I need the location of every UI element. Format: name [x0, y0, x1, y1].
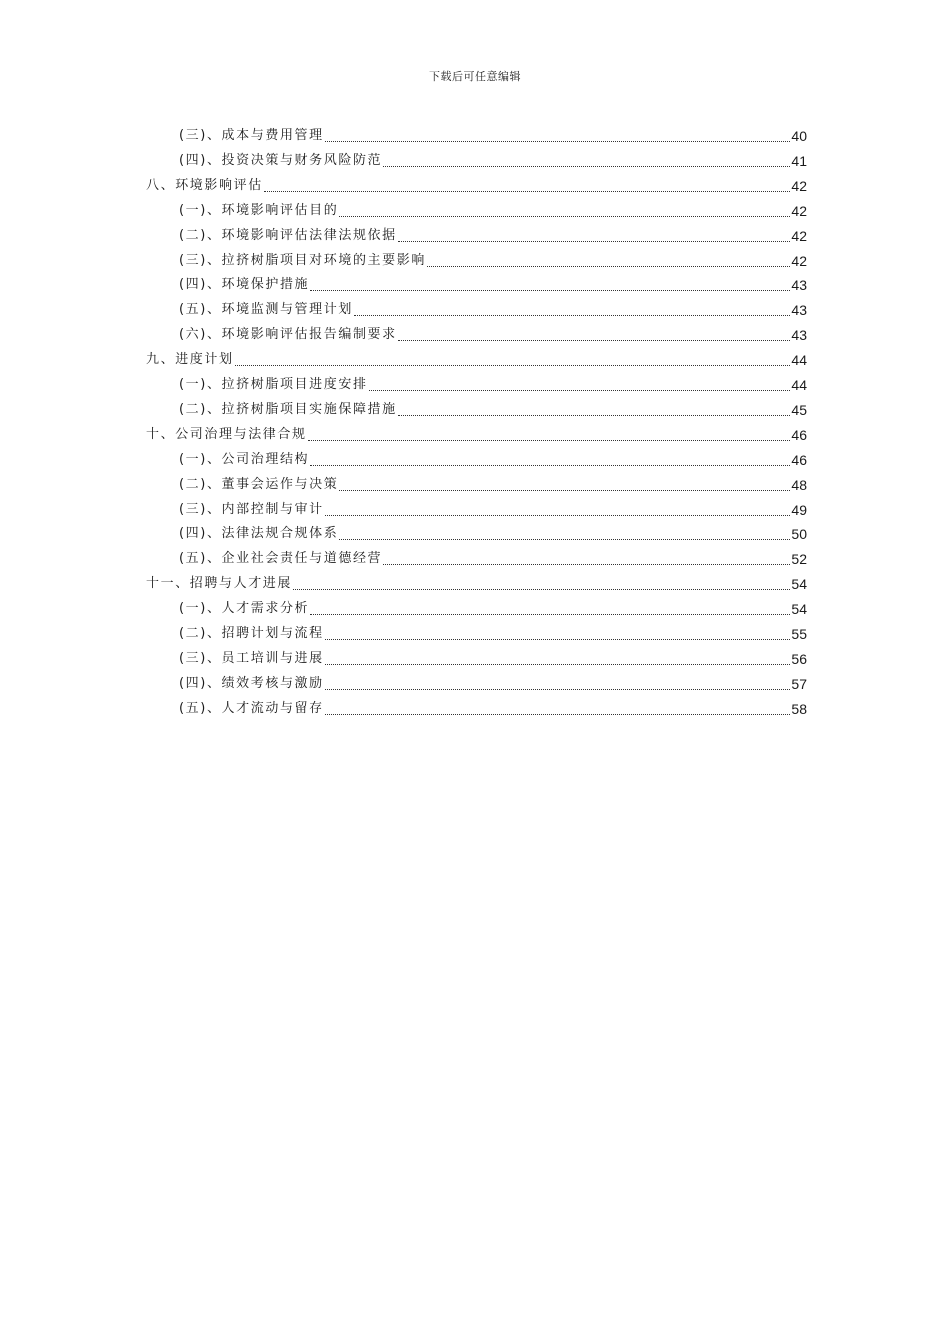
- toc-dot-leader: [339, 523, 790, 545]
- toc-dot-leader: [325, 499, 791, 521]
- toc-page-number: 43: [791, 277, 807, 294]
- toc-dot-leader: [325, 623, 791, 645]
- toc-section-entry[interactable]: [179, 598, 807, 620]
- toc-chapter-entry[interactable]: [146, 424, 807, 446]
- toc-section-entry[interactable]: [179, 623, 807, 645]
- toc-page-number: 43: [791, 327, 807, 344]
- toc-page-number: 44: [791, 352, 807, 369]
- toc-section-entry[interactable]: [179, 274, 807, 296]
- toc-dot-leader: [293, 573, 790, 595]
- toc-entry-title: (五)、企业社会责任与道德经营: [179, 551, 383, 567]
- toc-chapter-entry[interactable]: [146, 175, 807, 197]
- toc-entry-title: (五)、环境监测与管理计划: [179, 302, 353, 318]
- toc-dot-leader: [383, 150, 790, 172]
- toc-entry-title: (二)、拉挤树脂项目实施保障措施: [179, 401, 397, 417]
- toc-entry-title: 十一、招聘与人才进展: [146, 576, 293, 592]
- toc-dot-leader: [325, 125, 791, 147]
- toc-page-number: 49: [791, 501, 807, 518]
- toc-page-number: 41: [791, 152, 807, 169]
- toc-section-entry[interactable]: [179, 125, 807, 147]
- toc-entry-title: (二)、环境影响评估法律法规依据: [179, 227, 397, 243]
- toc-chapter-entry[interactable]: [146, 573, 807, 595]
- toc-section-entry[interactable]: [179, 225, 807, 247]
- toc-entry-title: (二)、董事会运作与决策: [179, 476, 339, 492]
- toc-entry-title: 八、环境影响评估: [146, 177, 263, 193]
- toc-section-entry[interactable]: [179, 523, 807, 545]
- toc-dot-leader: [310, 274, 790, 296]
- toc-dot-leader: [398, 399, 791, 421]
- toc-section-entry[interactable]: [179, 399, 807, 421]
- toc-entry-title: (一)、公司治理结构: [179, 451, 310, 467]
- toc-section-entry[interactable]: [179, 648, 807, 670]
- toc-page-number: 44: [791, 377, 807, 393]
- toc-entry-title: (二)、招聘计划与流程: [179, 626, 324, 641]
- toc-page-number: 42: [791, 252, 807, 269]
- toc-page-number: 40: [791, 128, 807, 144]
- toc-page-number: 50: [791, 526, 807, 543]
- toc-dot-leader: [264, 175, 791, 197]
- toc-entry-title: (一)、拉挤树脂项目进度安排: [179, 377, 368, 392]
- toc-section-entry[interactable]: [179, 474, 807, 496]
- toc-page-number: 57: [791, 675, 807, 692]
- toc-section-entry[interactable]: [179, 200, 807, 222]
- toc-dot-leader: [369, 374, 791, 396]
- toc-section-entry[interactable]: [179, 299, 807, 321]
- toc-dot-leader: [325, 698, 791, 720]
- toc-page-number: 42: [791, 177, 807, 194]
- toc-page-number: 46: [791, 426, 807, 443]
- toc-dot-leader: [339, 474, 790, 496]
- toc-section-entry[interactable]: [179, 499, 807, 521]
- toc-page-number: 42: [791, 202, 807, 219]
- toc-entry-title: (四)、法律法规合规体系: [179, 526, 339, 542]
- toc-section-entry[interactable]: [179, 250, 807, 272]
- toc-dot-leader: [398, 225, 791, 247]
- toc-entry-title: (一)、环境影响评估目的: [179, 202, 339, 218]
- toc-section-entry[interactable]: [179, 673, 807, 695]
- toc-dot-leader: [310, 449, 790, 471]
- toc-section-entry[interactable]: [179, 150, 807, 172]
- toc-page-number: 54: [791, 601, 807, 618]
- toc-entry-title: (三)、内部控制与审计: [179, 501, 324, 517]
- page-header: 下载后可任意编辑: [429, 70, 521, 83]
- toc-entry-title: (五)、人才流动与留存: [179, 700, 324, 716]
- toc-dot-leader: [339, 200, 790, 222]
- toc-dot-leader: [235, 349, 791, 371]
- toc-entry-title: (四)、绩效考核与激励: [179, 675, 324, 691]
- toc-section-entry[interactable]: [179, 449, 807, 471]
- toc-page-number: 54: [791, 576, 807, 593]
- toc-dot-leader: [308, 424, 791, 446]
- toc-page-number: 48: [791, 476, 807, 493]
- toc-page-number: 56: [791, 650, 807, 667]
- toc-dot-leader: [427, 250, 790, 272]
- toc-entry-title: 九、进度计划: [146, 352, 234, 368]
- toc-dot-leader: [325, 648, 791, 670]
- toc-entry-title: (三)、成本与费用管理: [179, 128, 324, 143]
- toc-section-entry[interactable]: [179, 374, 807, 396]
- toc-page-number: 55: [791, 626, 807, 642]
- toc-dot-leader: [354, 299, 790, 321]
- toc-page-number: 58: [791, 700, 807, 717]
- toc-page-number: 42: [791, 227, 807, 244]
- toc-section-entry[interactable]: [179, 324, 807, 346]
- toc-entry-title: (四)、环境保护措施: [179, 277, 310, 293]
- toc-dot-leader: [398, 324, 791, 346]
- toc-chapter-entry[interactable]: [146, 349, 807, 371]
- toc-page-number: 43: [791, 302, 807, 319]
- toc-entry-title: 十、公司治理与法律合规: [146, 426, 307, 442]
- toc-page-number: 45: [791, 401, 807, 418]
- toc-dot-leader: [383, 548, 790, 570]
- toc-entry-title: (一)、人才需求分析: [179, 601, 310, 617]
- toc-entry-title: (三)、拉挤树脂项目对环境的主要影响: [179, 252, 426, 268]
- toc-entry-title: (三)、员工培训与进展: [179, 650, 324, 666]
- toc-entry-title: (六)、环境影响评估报告编制要求: [179, 327, 397, 343]
- toc-dot-leader: [310, 598, 790, 620]
- toc-page-number: 52: [791, 551, 807, 568]
- toc-section-entry[interactable]: [179, 548, 807, 570]
- toc-page-number: 46: [791, 451, 807, 468]
- toc-section-entry[interactable]: [179, 698, 807, 720]
- toc-entry-title: (四)、投资决策与财务风险防范: [179, 152, 383, 168]
- toc-dot-leader: [325, 673, 791, 695]
